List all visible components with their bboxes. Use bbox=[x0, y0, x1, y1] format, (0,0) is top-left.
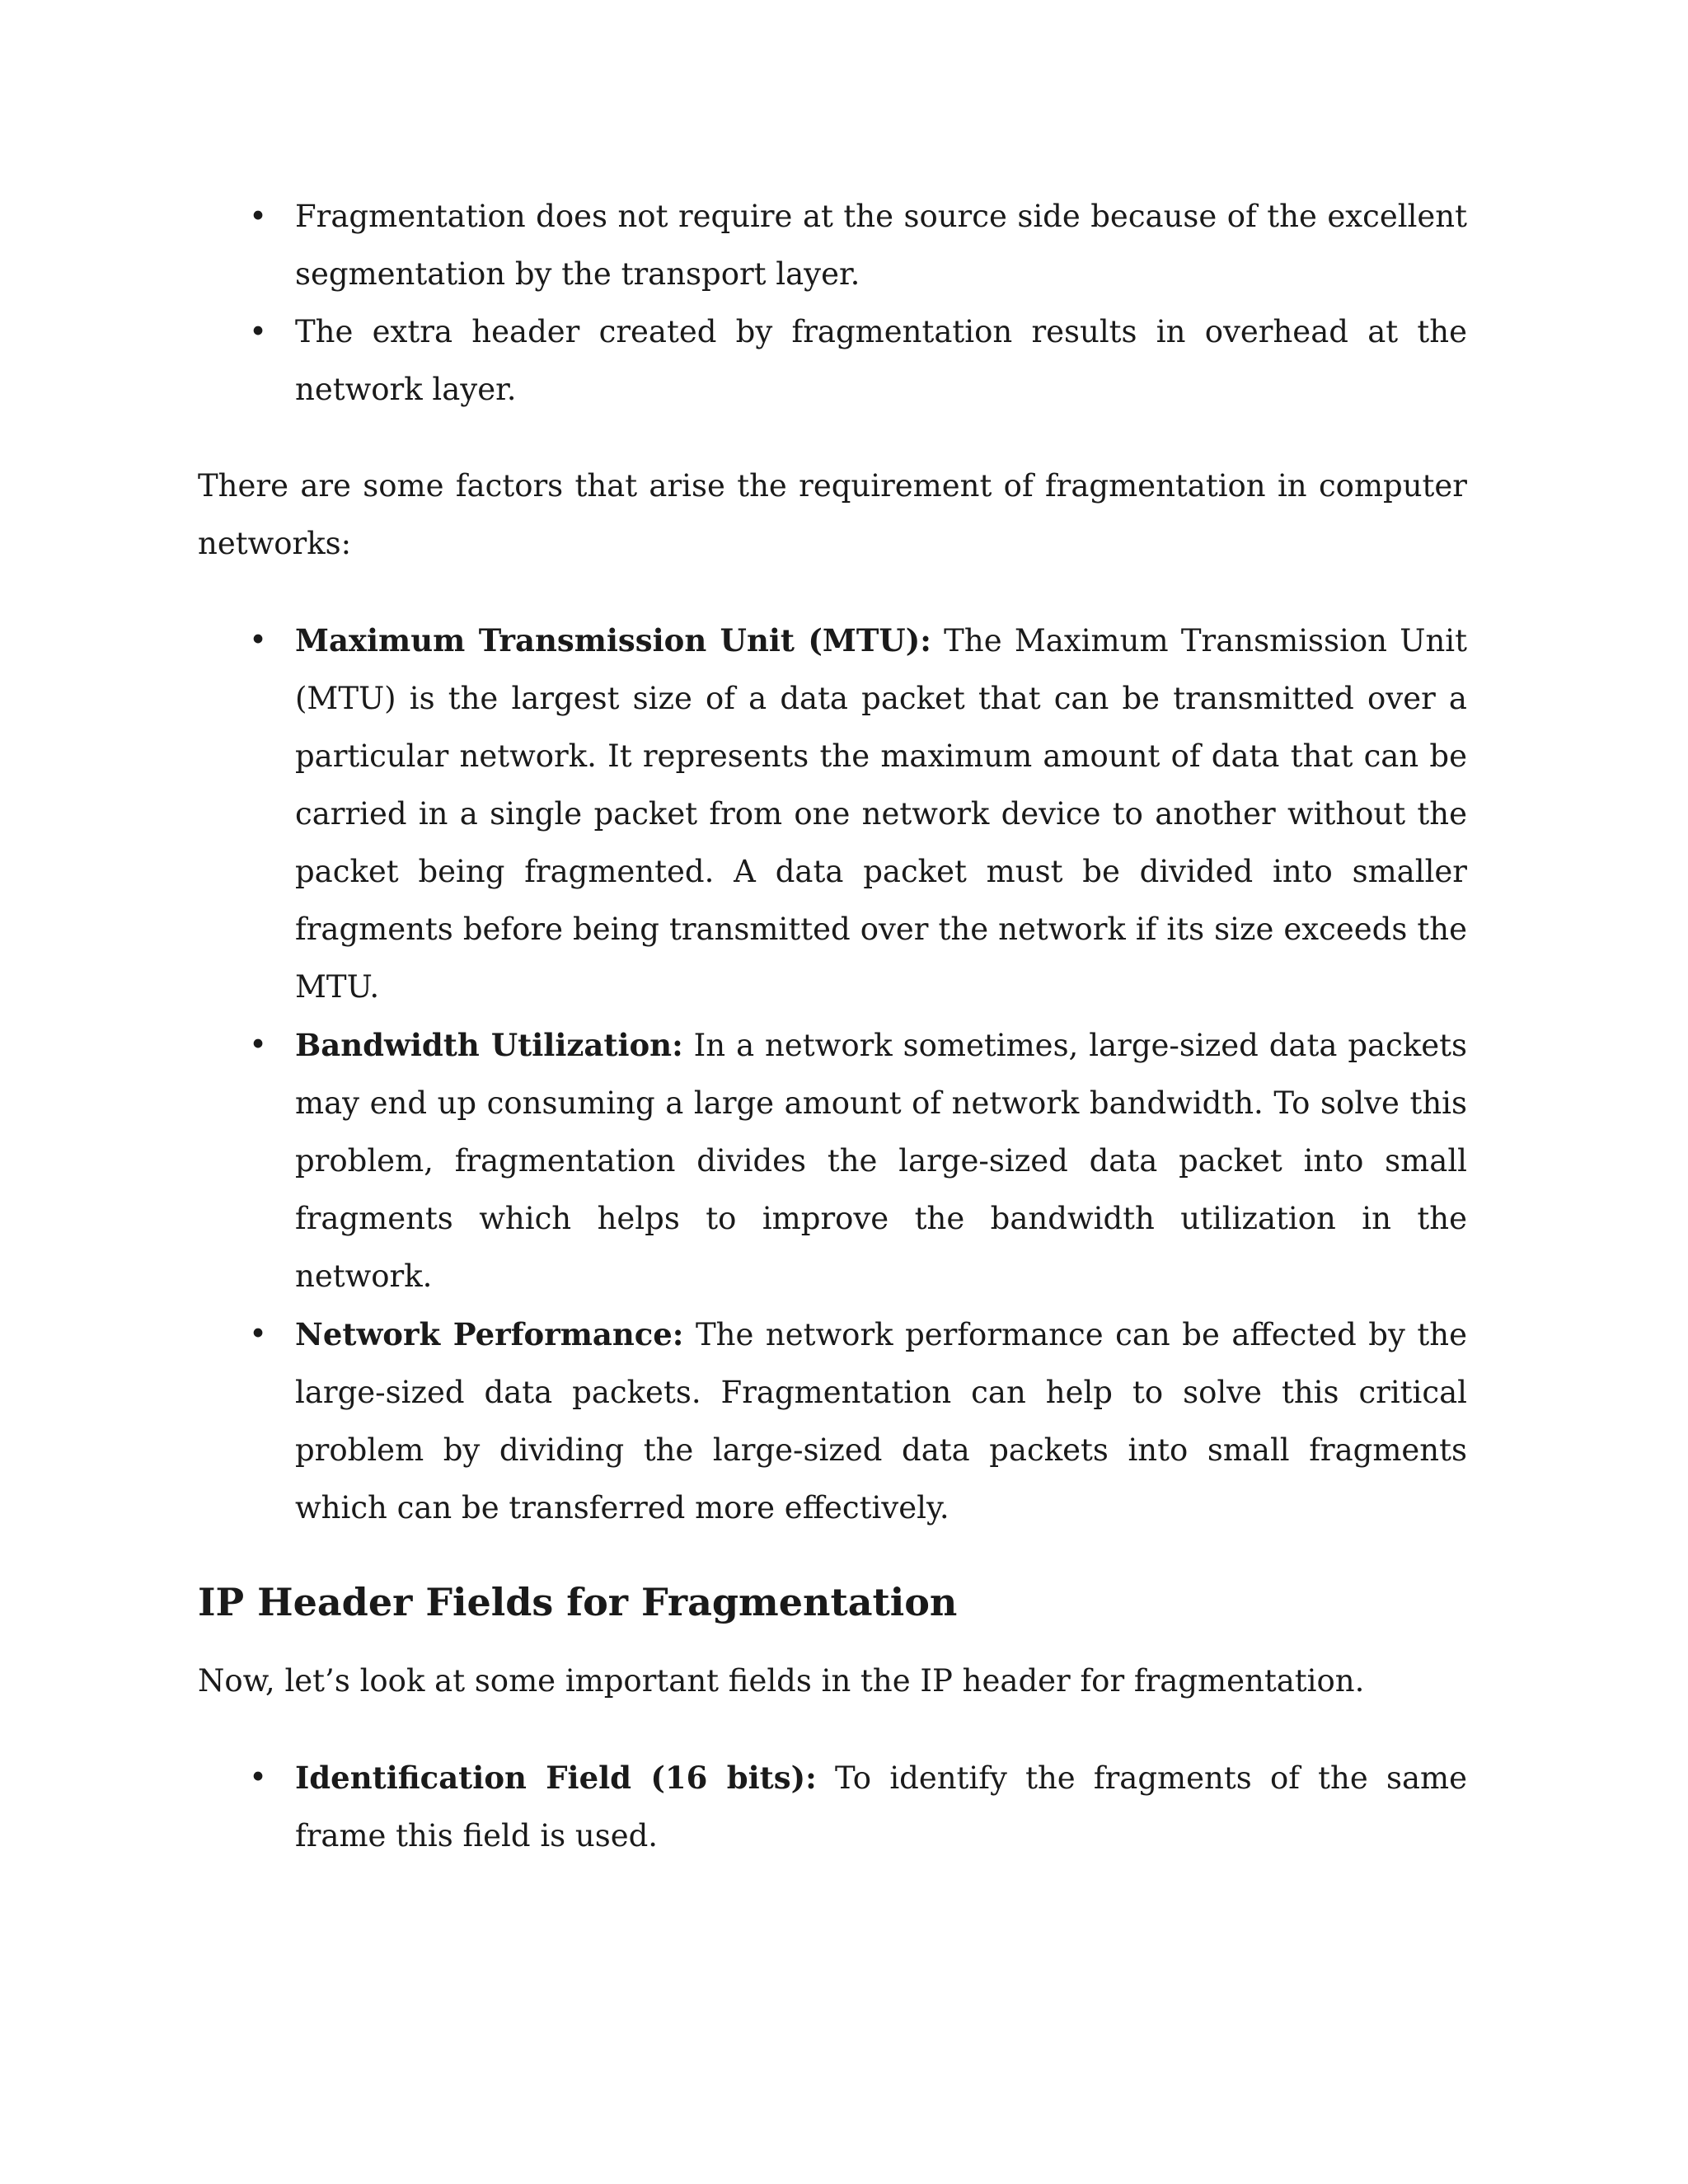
factor-term: Bandwidth Utilization: bbox=[295, 1027, 683, 1063]
bullet-icon: • bbox=[249, 622, 267, 658]
section-intro-paragraph: Now, let’s look at some important fields in the IP header for fragmentation. bbox=[198, 1663, 1365, 1699]
list-item bbox=[198, 612, 1467, 1016]
bullet-icon: • bbox=[249, 1316, 267, 1352]
bullet-icon: • bbox=[249, 199, 267, 234]
factors-bullet-list bbox=[198, 612, 1467, 1537]
field-term: Identification Field (16 bits): bbox=[295, 1760, 817, 1796]
intro-bullet-list bbox=[198, 188, 1467, 419]
bullet-text: Fragmentation does not require at the source side because of the excellent segmentation by the transport layer. bbox=[295, 199, 1467, 292]
field-text: To identify the fragments of the same frame this field is used. bbox=[295, 1760, 1468, 1854]
factors-intro-paragraph: There are some factors that arise the requirement of fragmentation in computer networks: bbox=[198, 468, 1467, 561]
bullet-icon: • bbox=[249, 314, 267, 349]
list-item bbox=[198, 188, 1467, 303]
factor-text: In a network sometimes, large-sized data packets may end up consuming a large amount of network bandwidth. To solve this problem, fragmentation divides the large-sized data packet into small fragments which helps to improve the bandwidth utilization in the network. bbox=[295, 1028, 1467, 1294]
list-item bbox=[198, 1305, 1467, 1537]
factor-term: Network Performance: bbox=[295, 1316, 684, 1352]
factor-text: The Maximum Transmission Unit (MTU) is the largest size of a data packet that can be transmitted over a particular network. It represents the maximum amount of data that can be carried in a single packet from one network device to another without the packet being fragmented. A data packet must be divided into smaller fragments before being transmitted over the network if its size exceeds the MTU. bbox=[295, 623, 1467, 1005]
section-heading: IP Header Fields for Fragmentation bbox=[198, 1580, 958, 1624]
bullet-icon: • bbox=[249, 1027, 267, 1062]
bullet-icon: • bbox=[249, 1760, 267, 1795]
bullet-text: The extra header created by fragmentation results in overhead at the network layer. bbox=[295, 314, 1467, 407]
list-item bbox=[198, 1016, 1467, 1305]
factor-term: Maximum Transmission Unit (MTU): bbox=[295, 622, 931, 658]
list-item bbox=[198, 303, 1467, 419]
factor-text: The network performance can be affected by the large-sized data packets. Fragmentation can help to solve this critical problem by dividing the large-sized data packets into small fragments which can be transferred more effectively. bbox=[295, 1317, 1468, 1526]
fields-bullet-list bbox=[198, 1749, 1467, 1865]
list-item bbox=[198, 1749, 1467, 1865]
